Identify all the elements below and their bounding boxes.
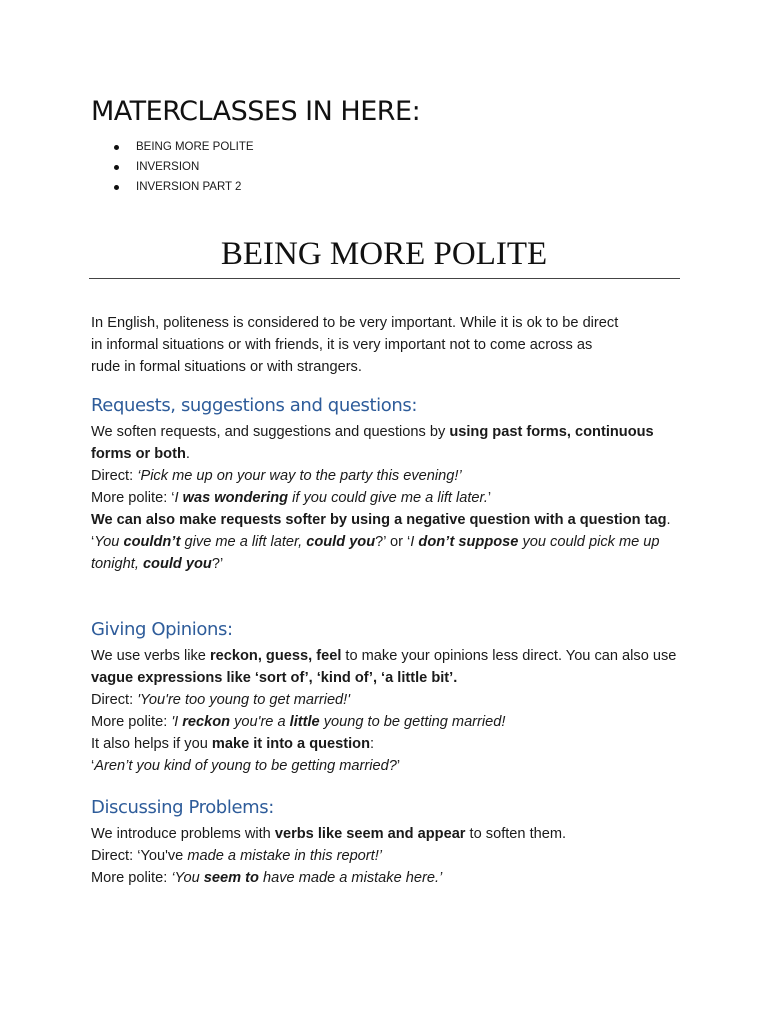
tag-question-example [91, 531, 691, 575]
section-paragraph [91, 421, 691, 465]
toc-item-label: BEING MORE POLITE [136, 141, 254, 153]
section-heading: Giving Opinions: [91, 619, 233, 640]
toc-item [112, 137, 254, 157]
emphasis-text: little [289, 714, 320, 730]
section-paragraph [91, 645, 691, 689]
example-text: ’ [487, 490, 492, 506]
toc-item [112, 177, 254, 197]
example-text: made a mistake in this report!’ [187, 848, 383, 864]
example-text: ‘ [91, 758, 95, 774]
emphasis-text: make it into a question [211, 736, 370, 752]
intro-line: in informal situations or with friends, it is very important not to come across as [91, 337, 593, 353]
direct-example [91, 465, 691, 487]
polite-example [91, 487, 691, 509]
example-text: have made a mistake here.’ [258, 870, 443, 886]
emphasis-text: couldn’t [123, 534, 181, 550]
section-heading: Discussing Problems: [91, 797, 274, 818]
question-example [91, 755, 691, 777]
example-text: ’ [396, 758, 401, 774]
emphasis-text: could you [142, 556, 212, 572]
emphasis-text: reckon, guess, feel [209, 648, 342, 664]
section-requests [91, 394, 691, 575]
example-text: Aren’t you kind of young to be getting married? [94, 758, 397, 774]
example-label: Direct: ‘You've [91, 848, 188, 864]
toc-item [112, 157, 254, 177]
polite-example [91, 867, 691, 889]
emphasis-text: was wondering [182, 490, 289, 506]
example-text: you're a [230, 714, 290, 730]
section-paragraph [91, 509, 691, 531]
example-text: I [174, 490, 183, 506]
example-label: Direct: [91, 468, 138, 484]
example-label: Direct: [91, 692, 138, 708]
emphasis-text: using past forms, continuous forms or both [91, 424, 654, 462]
section-problems [91, 796, 691, 889]
example-text: you could pick me up tonight, [91, 534, 660, 572]
emphasis-text: vague expressions like ‘sort of’, ‘kind of’, ‘a little bit’. [91, 670, 458, 686]
example-text: ‘You [171, 870, 204, 886]
example-label: More polite: [91, 870, 172, 886]
example-text: 'I [171, 714, 183, 730]
emphasis-text: reckon [182, 714, 231, 730]
bullet-icon [114, 145, 119, 150]
intro-paragraph [91, 312, 691, 378]
example-text: ‘Pick me up on your way to the party this evening!’ [137, 468, 462, 484]
section-heading: Requests, suggestions and questions: [91, 395, 418, 416]
body-text: . [185, 446, 190, 462]
title-divider [89, 278, 680, 279]
example-text: ?’ or ‘ [375, 534, 411, 550]
emphasis-text: could you [306, 534, 376, 550]
example-label: More polite: ‘ [91, 490, 175, 506]
direct-example [91, 689, 691, 711]
intro-line: In English, politeness is considered to be very important. While it is ok to be direct [91, 315, 619, 331]
example-text: I [410, 534, 419, 550]
page-title: BEING MORE POLITE [220, 236, 548, 272]
example-text: if you could give me a lift later. [288, 490, 488, 506]
example-text: young to be getting married! [319, 714, 506, 730]
toc-item-label: INVERSION PART 2 [136, 181, 242, 193]
toc-item-label: INVERSION [136, 161, 200, 173]
toc-list [112, 137, 254, 197]
example-text: ?’ [211, 556, 224, 572]
polite-example [91, 711, 691, 733]
body-text: to make your opinions less direct. You can also use [341, 648, 677, 664]
toc-title: MATERCLASSES IN HERE: [91, 96, 421, 127]
example-label: More polite: [91, 714, 172, 730]
body-text: to soften them. [465, 826, 567, 842]
example-text: ‘ [91, 534, 95, 550]
body-text: We use verbs like [91, 648, 210, 664]
body-text: We introduce problems with [91, 826, 275, 842]
body-text: It also helps if you [91, 736, 212, 752]
body-text: : [370, 736, 375, 752]
body-text: We soften requests, and suggestions and questions by [91, 424, 450, 440]
emphasis-text: don’t suppose [418, 534, 519, 550]
emphasis-text: seem to [203, 870, 259, 886]
emphasis-text: We can also make requests softer by using a negative question with a question tag [91, 512, 667, 528]
example-text: give me a lift later, [180, 534, 307, 550]
emphasis-text: verbs like seem and appear [274, 826, 466, 842]
example-text: 'You're too young to get married!' [137, 692, 351, 708]
bullet-icon [114, 165, 119, 170]
body-text: . [666, 512, 671, 528]
example-text: You [94, 534, 124, 550]
section-paragraph [91, 823, 691, 845]
bullet-icon [114, 185, 119, 190]
intro-line: rude in formal situations or with strangers. [91, 359, 362, 375]
section-opinions [91, 618, 691, 777]
section-paragraph [91, 733, 691, 755]
direct-example [91, 845, 691, 867]
